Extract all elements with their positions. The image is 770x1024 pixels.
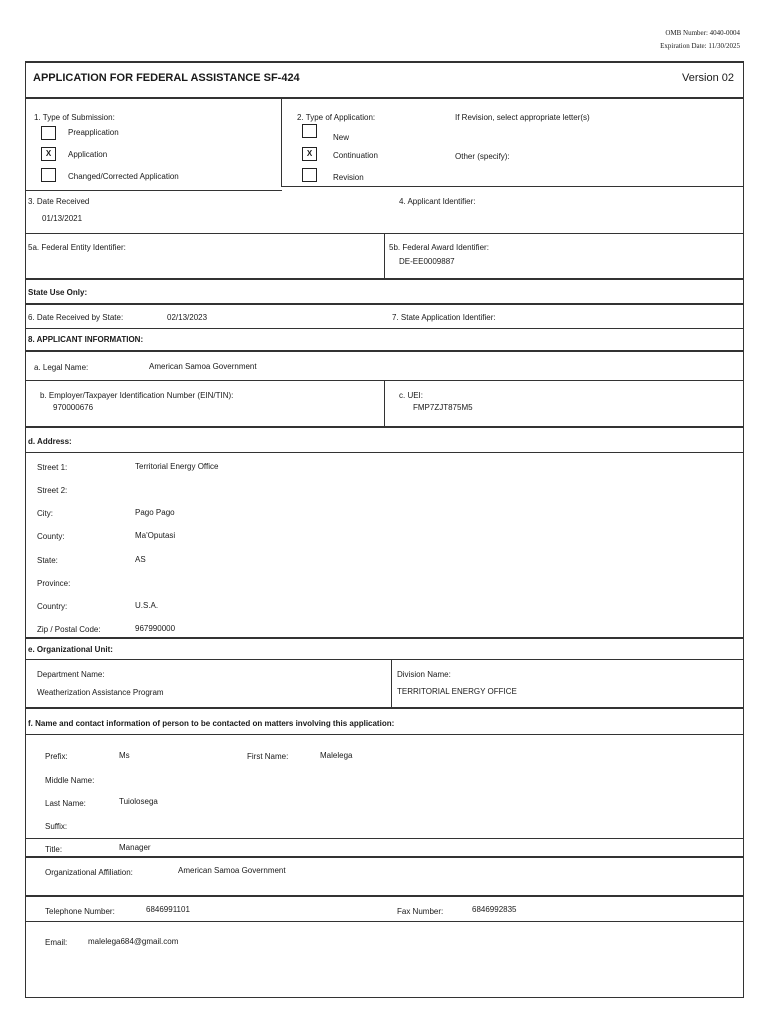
county-value[interactable]: Ma'Oputasi (135, 531, 176, 540)
city-label: City: (37, 509, 53, 518)
country-value[interactable]: U.S.A. (135, 601, 159, 610)
department-name-value[interactable]: Weatherization Assistance Program (37, 688, 164, 697)
legal-name-value[interactable]: American Samoa Government (149, 362, 257, 371)
option-revision: Revision (333, 173, 364, 182)
date-received-by-state-value[interactable]: 02/13/2023 (167, 313, 208, 322)
checkbox-continuation[interactable]: X (302, 147, 317, 161)
divider (25, 328, 744, 329)
state-application-id-label: 7. State Application Identifier: (392, 313, 496, 322)
checkbox-changed-corrected[interactable] (41, 168, 56, 182)
option-application: Application (68, 150, 108, 159)
contact-section-label: f. Name and contact information of person to be contacted on matters involving this application: (28, 719, 395, 728)
state-use-only-label: State Use Only: (28, 288, 88, 297)
suffix-label: Suffix: (45, 822, 68, 831)
division-name-label: Division Name: (397, 670, 451, 679)
applicant-information-label: 8. APPLICANT INFORMATION: (28, 335, 144, 344)
frame-bottom (25, 997, 744, 998)
date-received-value[interactable]: 01/13/2021 (42, 214, 83, 223)
street1-value[interactable]: Territorial Energy Office (135, 462, 219, 471)
zip-label: Zip / Postal Code: (37, 625, 101, 634)
divider (25, 895, 744, 897)
title-label: Title: (45, 845, 63, 854)
province-label: Province: (37, 579, 71, 588)
first-name-label: First Name: (247, 752, 289, 761)
state-label: State: (37, 556, 58, 565)
date-received-label: 3. Date Received (28, 197, 90, 206)
org-affiliation-value[interactable]: American Samoa Government (178, 866, 286, 875)
street1-label: Street 1: (37, 463, 68, 472)
last-name-value[interactable]: Tuiolosega (119, 797, 158, 806)
divider (25, 426, 744, 428)
divider (25, 637, 744, 639)
divider (281, 97, 282, 187)
divider (25, 734, 744, 735)
org-affiliation-label: Organizational Affiliation: (45, 868, 133, 877)
omb-number: OMB Number: 4040-0004 (665, 29, 740, 37)
divider (25, 452, 744, 453)
telephone-label: Telephone Number: (45, 907, 115, 916)
state-value[interactable]: AS (135, 555, 146, 564)
country-label: Country: (37, 602, 68, 611)
option-new: New (333, 133, 350, 142)
department-name-label: Department Name: (37, 670, 105, 679)
uei-label: c. UEI: (399, 391, 424, 400)
divider (384, 380, 385, 426)
divider (25, 97, 744, 99)
org-unit-label: e. Organizational Unit: (28, 645, 113, 654)
email-value[interactable]: malelega684@gmail.com (88, 937, 179, 946)
checkbox-new[interactable] (302, 124, 317, 138)
federal-entity-id-label: 5a. Federal Entity Identifier: (28, 243, 126, 252)
checkbox-preapplication[interactable] (41, 126, 56, 140)
revision-letter-label: If Revision, select appropriate letter(s) (455, 113, 590, 122)
divider (25, 921, 744, 922)
ein-value[interactable]: 970000676 (53, 403, 94, 412)
title-value[interactable]: Manager (119, 843, 151, 852)
email-label: Email: (45, 938, 68, 947)
date-received-by-state-label: 6. Date Received by State: (28, 313, 124, 322)
city-value[interactable]: Pago Pago (135, 508, 175, 517)
divider (25, 856, 744, 858)
county-label: County: (37, 532, 65, 541)
divider (25, 303, 744, 305)
divider (25, 278, 744, 280)
form-title: APPLICATION FOR FEDERAL ASSISTANCE SF-424 (33, 72, 300, 84)
legal-name-label: a. Legal Name: (34, 363, 89, 372)
checkbox-application[interactable]: X (41, 147, 56, 161)
fax-value[interactable]: 6846992835 (472, 905, 517, 914)
address-label: d. Address: (28, 437, 72, 446)
option-changed-corrected: Changed/Corrected Application (68, 172, 179, 181)
divider (391, 659, 392, 707)
divider (282, 186, 744, 187)
telephone-value[interactable]: 6846991101 (146, 905, 190, 914)
last-name-label: Last Name: (45, 799, 86, 808)
option-preapplication: Preapplication (68, 128, 119, 137)
divider (25, 838, 744, 839)
prefix-value[interactable]: Ms (119, 751, 130, 760)
other-specify-label: Other (specify): (455, 152, 510, 161)
prefix-label: Prefix: (45, 752, 68, 761)
middle-name-label: Middle Name: (45, 776, 95, 785)
uei-value[interactable]: FMP7ZJT875M5 (413, 403, 473, 412)
federal-award-id-value[interactable]: DE-EE0009887 (399, 257, 455, 266)
divider (25, 707, 744, 709)
division-name-value[interactable]: TERRITORIAL ENERGY OFFICE (397, 687, 517, 696)
ein-label: b. Employer/Taxpayer Identification Number (EIN/TIN): (40, 391, 234, 400)
zip-value[interactable]: 967990000 (135, 624, 176, 633)
frame-top (25, 61, 744, 63)
form-version: Version 02 (682, 72, 734, 84)
divider (384, 233, 385, 279)
federal-award-id-label: 5b. Federal Award Identifier: (389, 243, 489, 252)
first-name-value[interactable]: Malelega (320, 751, 353, 760)
street2-label: Street 2: (37, 486, 68, 495)
divider (25, 350, 744, 352)
applicant-identifier-label: 4. Applicant Identifier: (399, 197, 476, 206)
type-of-submission-label: 1. Type of Submission: (34, 113, 115, 122)
divider (25, 190, 282, 191)
checkbox-revision[interactable] (302, 168, 317, 182)
option-continuation: Continuation (333, 151, 378, 160)
expiration-date: Expiration Date: 11/30/2025 (660, 42, 740, 50)
type-of-application-label: 2. Type of Application: (297, 113, 376, 122)
divider (25, 659, 744, 660)
fax-label: Fax Number: (397, 907, 444, 916)
